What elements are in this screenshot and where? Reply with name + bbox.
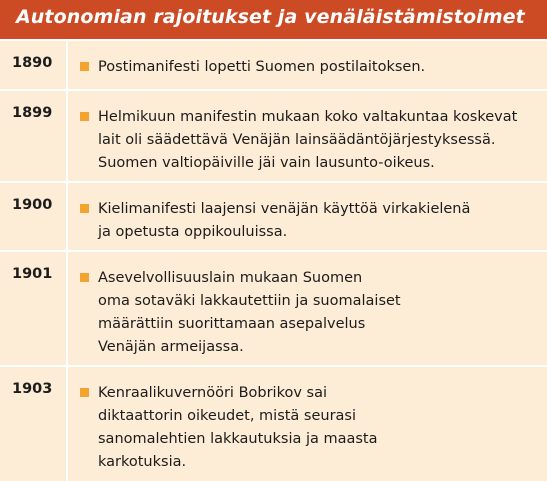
timeline-row-1900 [0, 183, 547, 252]
year-label: 1901 [0, 252, 68, 365]
event-description: Asevelvollisuuslain mukaan Suomen oma sotaväki lakkautettiin ja suomalaiset määrättiin suorittamaan asepalvelus Venäjän armeijassa. [98, 270, 401, 355]
square-bullet-icon [80, 388, 89, 397]
event-description: Postimanifesti lopetti Suomen postilaitoksen. [98, 59, 426, 75]
timeline-row-1899 [0, 91, 547, 183]
year-label: 1903 [0, 367, 68, 481]
timeline-row-1903 [0, 367, 547, 481]
square-bullet-icon [80, 112, 89, 121]
square-bullet-icon [80, 273, 89, 282]
timeline-row-1890 [0, 41, 547, 91]
event-description: Kielimanifesti laajensi venäjän käyttöä virkakielenä ja opetusta oppikouluissa. [98, 201, 471, 240]
timeline-rows [0, 41, 547, 481]
year-label: 1899 [0, 91, 68, 181]
panel-title: Autonomian rajoitukset ja venäläistämistoimet [16, 6, 525, 28]
square-bullet-icon [80, 204, 89, 213]
square-bullet-icon [80, 62, 89, 71]
year-label: 1900 [0, 183, 68, 250]
event-description: Kenraalikuvernööri Bobrikov sai diktaattorin oikeudet, mistä seurasi sanomalehtien lakkautuksia ja maasta karkotuksia. [98, 385, 378, 470]
year-label: 1890 [0, 41, 68, 89]
event-description: Helmikuun manifestin mukaan koko valtakuntaa koskevat lait oli säädettävä Venäjän lainsäädäntöjärjestyksessä. Suomen valtiopäiville jäi vain lausunto-oikeus. [98, 109, 518, 171]
timeline-row-1901 [0, 252, 547, 367]
title-banner [0, 0, 547, 41]
